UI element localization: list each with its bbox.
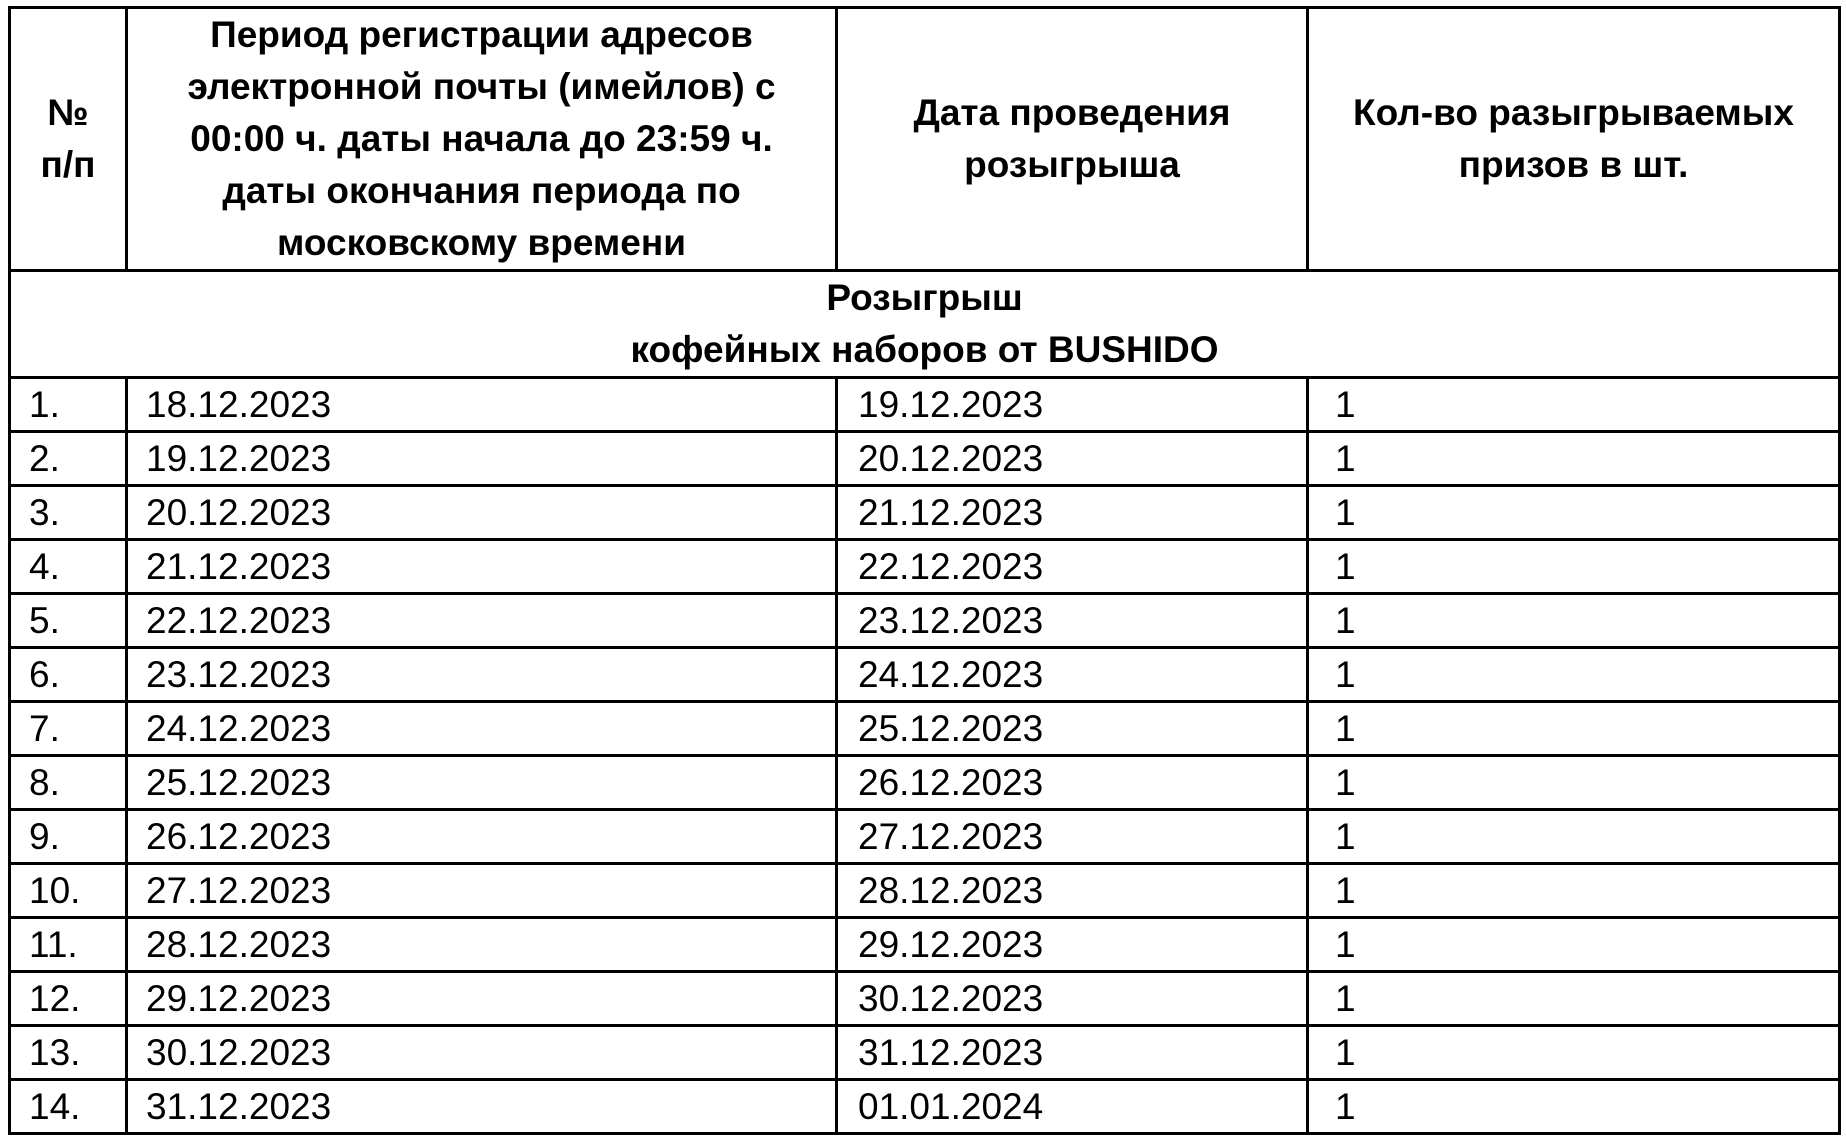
cell-draw-date: 20.12.2023 bbox=[837, 432, 1308, 486]
table-header bbox=[10, 8, 1840, 271]
cell-registration-date: 18.12.2023 bbox=[127, 378, 837, 432]
cell-registration-date: 27.12.2023 bbox=[127, 864, 837, 918]
cell-number: 6. bbox=[10, 648, 127, 702]
cell-number: 9. bbox=[10, 810, 127, 864]
cell-prize-count: 1 bbox=[1308, 486, 1840, 540]
table-row bbox=[10, 756, 1840, 810]
cell-prize-count: 1 bbox=[1308, 1080, 1840, 1134]
cell-prize-count: 1 bbox=[1308, 810, 1840, 864]
cell-registration-date: 19.12.2023 bbox=[127, 432, 837, 486]
cell-draw-date: 29.12.2023 bbox=[837, 918, 1308, 972]
cell-registration-date: 21.12.2023 bbox=[127, 540, 837, 594]
cell-draw-date: 23.12.2023 bbox=[837, 594, 1308, 648]
cell-draw-date: 22.12.2023 bbox=[837, 540, 1308, 594]
cell-number: 14. bbox=[10, 1080, 127, 1134]
table-row bbox=[10, 648, 1840, 702]
cell-registration-date: 20.12.2023 bbox=[127, 486, 837, 540]
cell-number: 2. bbox=[10, 432, 127, 486]
cell-prize-count: 1 bbox=[1308, 756, 1840, 810]
table-row bbox=[10, 972, 1840, 1026]
table-body bbox=[10, 271, 1840, 1134]
cell-number: 4. bbox=[10, 540, 127, 594]
cell-prize-count: 1 bbox=[1308, 540, 1840, 594]
cell-number: 10. bbox=[10, 864, 127, 918]
cell-prize-count: 1 bbox=[1308, 1026, 1840, 1080]
table-row bbox=[10, 486, 1840, 540]
header-draw-date: Дата проведения розыгрыша bbox=[837, 8, 1308, 271]
table-row bbox=[10, 594, 1840, 648]
cell-number: 12. bbox=[10, 972, 127, 1026]
cell-registration-date: 31.12.2023 bbox=[127, 1080, 837, 1134]
prize-draw-schedule-table bbox=[8, 6, 1841, 1135]
table-row bbox=[10, 1026, 1840, 1080]
cell-number: 3. bbox=[10, 486, 127, 540]
cell-registration-date: 23.12.2023 bbox=[127, 648, 837, 702]
header-prize-count: Кол-во разыгрываемых призов в шт. bbox=[1308, 8, 1840, 271]
cell-draw-date: 19.12.2023 bbox=[837, 378, 1308, 432]
header-number: № п/п bbox=[10, 8, 127, 271]
section-title: Розыгрыш кофейных наборов от BUSHIDO bbox=[10, 271, 1840, 378]
cell-number: 7. bbox=[10, 702, 127, 756]
section-row bbox=[10, 271, 1840, 378]
cell-number: 5. bbox=[10, 594, 127, 648]
table-row bbox=[10, 702, 1840, 756]
cell-prize-count: 1 bbox=[1308, 594, 1840, 648]
cell-draw-date: 24.12.2023 bbox=[837, 648, 1308, 702]
header-row bbox=[10, 8, 1840, 271]
cell-prize-count: 1 bbox=[1308, 702, 1840, 756]
header-registration-period: Период регистрации адресов электронной почты (имейлов) с 00:00 ч. даты начала до 23:59 ч. даты окончания периода по московскому времени bbox=[127, 8, 837, 271]
cell-registration-date: 26.12.2023 bbox=[127, 810, 837, 864]
cell-draw-date: 01.01.2024 bbox=[837, 1080, 1308, 1134]
cell-registration-date: 28.12.2023 bbox=[127, 918, 837, 972]
table-row bbox=[10, 1080, 1840, 1134]
cell-prize-count: 1 bbox=[1308, 648, 1840, 702]
cell-draw-date: 30.12.2023 bbox=[837, 972, 1308, 1026]
table-row bbox=[10, 810, 1840, 864]
cell-draw-date: 27.12.2023 bbox=[837, 810, 1308, 864]
cell-number: 11. bbox=[10, 918, 127, 972]
table-row bbox=[10, 432, 1840, 486]
cell-draw-date: 25.12.2023 bbox=[837, 702, 1308, 756]
cell-prize-count: 1 bbox=[1308, 432, 1840, 486]
cell-registration-date: 25.12.2023 bbox=[127, 756, 837, 810]
cell-number: 1. bbox=[10, 378, 127, 432]
table-row bbox=[10, 918, 1840, 972]
cell-registration-date: 29.12.2023 bbox=[127, 972, 837, 1026]
table-row bbox=[10, 540, 1840, 594]
table-row bbox=[10, 378, 1840, 432]
cell-draw-date: 28.12.2023 bbox=[837, 864, 1308, 918]
cell-prize-count: 1 bbox=[1308, 918, 1840, 972]
cell-prize-count: 1 bbox=[1308, 864, 1840, 918]
cell-registration-date: 22.12.2023 bbox=[127, 594, 837, 648]
cell-draw-date: 21.12.2023 bbox=[837, 486, 1308, 540]
cell-number: 8. bbox=[10, 756, 127, 810]
cell-registration-date: 24.12.2023 bbox=[127, 702, 837, 756]
cell-prize-count: 1 bbox=[1308, 378, 1840, 432]
cell-draw-date: 26.12.2023 bbox=[837, 756, 1308, 810]
cell-prize-count: 1 bbox=[1308, 972, 1840, 1026]
cell-registration-date: 30.12.2023 bbox=[127, 1026, 837, 1080]
cell-draw-date: 31.12.2023 bbox=[837, 1026, 1308, 1080]
table-row bbox=[10, 864, 1840, 918]
cell-number: 13. bbox=[10, 1026, 127, 1080]
